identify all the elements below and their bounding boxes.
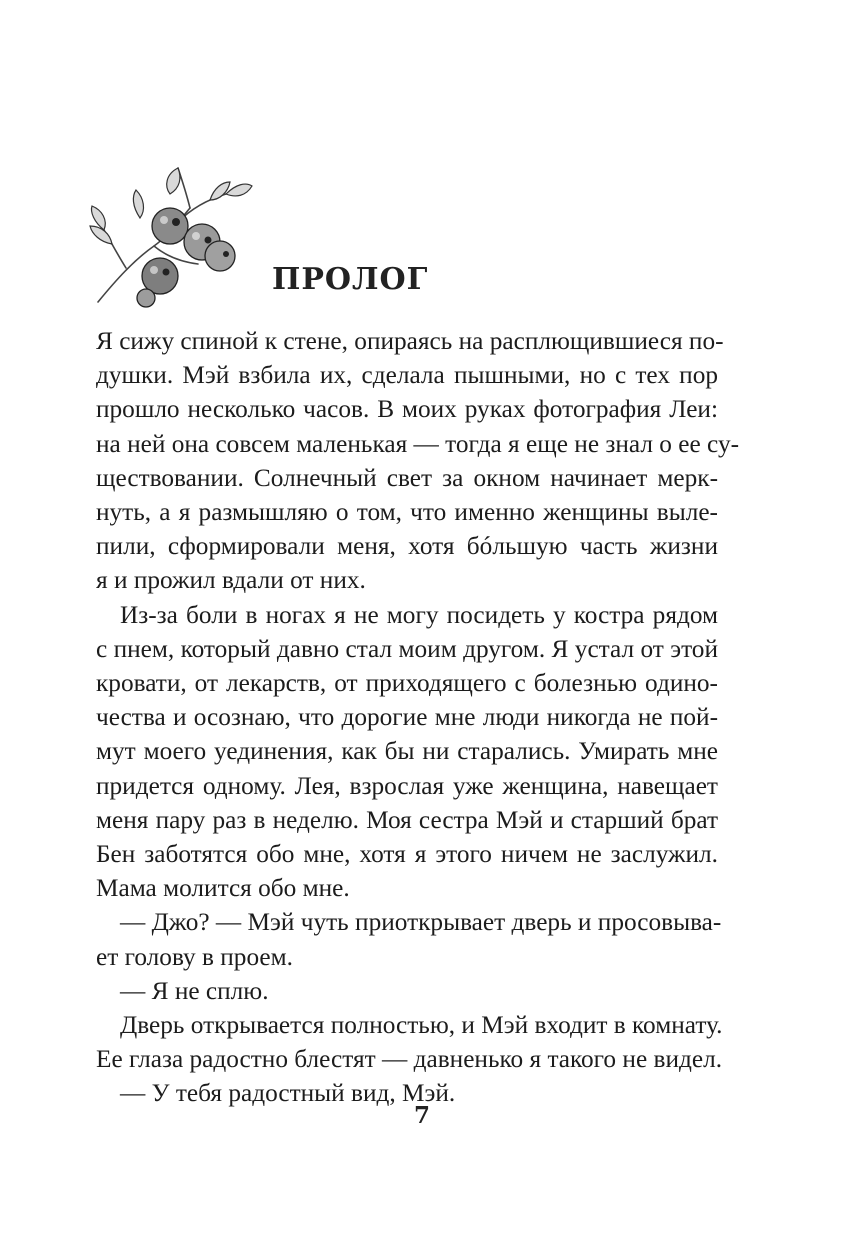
text-line: Мама молится обо мне. — [96, 874, 350, 903]
text-line: Я сижу спиной к стене, опираясь на расплющившиеся по- — [96, 327, 724, 355]
text-line: Дверь открывается полностью, и Мэй входит в комнату. — [120, 1011, 723, 1040]
text-line: Из-за боли в ногах я не могу посидеть у костра рядом — [120, 600, 718, 629]
text-line: — У тебя радостный вид, Мэй. — [120, 1079, 456, 1108]
text-line: на ней она совсем маленькая — тогда я еще не знал о ее су- — [96, 429, 740, 458]
text-line: придется одному. Лея, взрослая уже женщина, навещает — [96, 771, 718, 800]
text-line: Бен заботятся обо мне, хотя я этого ничем не заслужил. — [96, 840, 718, 869]
text-line: нуть, а я размышляю о том, что именно женщины выле- — [96, 498, 718, 527]
prologue-text — [96, 324, 740, 1111]
text-line: прошло несколько часов. В моих руках фотография Леи: — [96, 395, 718, 424]
blueberry-branch-illustration — [86, 160, 254, 310]
text-line: душки. Мэй взбила их, сделала пышными, но с тех пор — [96, 361, 718, 390]
text-line: с пнем, который давно стал моим другом. Я устал от этой — [96, 634, 718, 663]
text-line: ществовании. Солнечный свет за окном начинает мерк- — [96, 463, 718, 492]
text-line: Ее глаза радостно блестят — давненько я такого не видел. — [96, 1045, 723, 1074]
text-line: — Я не сплю. — [120, 976, 269, 1005]
text-line: чества и осознаю, что дорогие мне люди никогда не пой- — [96, 703, 718, 732]
text-line: я и прожил вдали от них. — [96, 566, 366, 595]
text-line: ет голову в проем. — [96, 942, 293, 971]
text-line: — Джо? — Мэй чуть приоткрывает дверь и просовыва- — [120, 908, 722, 937]
text-line: мут моего уединения, как бы ни старались. Умирать мне — [96, 737, 718, 766]
text-line: меня пару раз в неделю. Моя сестра Мэй и старший брат — [96, 805, 718, 834]
page-number: 7 — [413, 1102, 430, 1129]
chapter-title: ПРОЛОГ — [272, 262, 429, 297]
text-line: пили, сформировали меня, хотя бóльшую часть жизни — [96, 532, 718, 561]
text-line: кровати, от лекарств, от приходящего с болезнью одино- — [96, 669, 718, 698]
